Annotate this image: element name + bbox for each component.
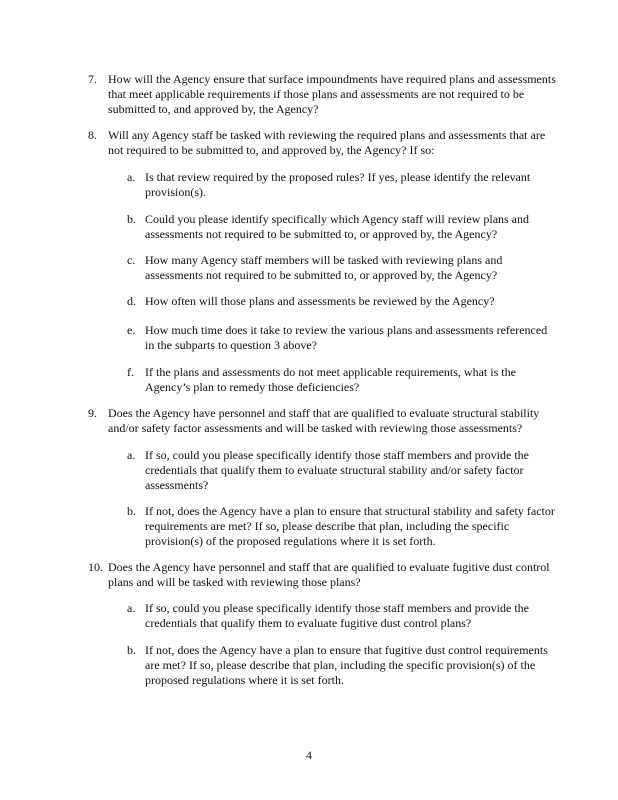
question-9 — [88, 406, 558, 436]
subquestion-text: If not, does the Agency have a plan to ensure that fugitive dust control requirements are met? If so, please describe that plan, including the specific provision(s) of the proposed regulations where it is set forth. — [145, 643, 548, 687]
subquestion-letter: e. — [127, 323, 136, 337]
question-7 — [88, 72, 558, 117]
subquestion-letter: a. — [127, 170, 136, 184]
subquestion-9a — [127, 448, 558, 493]
subquestion-letter: c. — [127, 253, 136, 267]
subquestion-text: Is that review required by the proposed rules? If yes, please identify the relevant provision(s). — [145, 170, 531, 199]
subquestion-text: Could you please identify specifically which Agency staff will review plans and assessments not required to be submitted to, or approved by, the Agency? — [145, 212, 530, 241]
subquestion-text: How much time does it take to review the various plans and assessments referenced in the subparts to question 3 above? — [145, 323, 548, 352]
subquestion-letter: b. — [127, 504, 136, 518]
subquestion-8e — [127, 323, 558, 353]
question-text: Will any Agency staff be tasked with reviewing the required plans and assessments that are not required to be submitted to, and approved by, the Agency? If so: — [108, 128, 546, 157]
subquestion-10a — [127, 601, 558, 631]
subquestion-letter: b. — [127, 212, 136, 226]
subquestion-letter: a. — [127, 601, 136, 615]
question-number: 7. — [88, 72, 97, 86]
subquestion-letter: f. — [127, 365, 134, 379]
subquestion-8f — [127, 365, 558, 395]
question-number: 8. — [88, 128, 97, 142]
subquestion-8a — [127, 170, 558, 200]
question-text: Does the Agency have personnel and staff that are qualified to evaluate fugitive dust control plans and will be tasked with reviewing those plans? — [108, 560, 550, 589]
subquestion-9b — [127, 504, 558, 549]
subquestion-8d — [127, 294, 558, 309]
subquestion-text: If so, could you please specifically identify those staff members and provide the credentials that qualify them to evaluate structural stability and/or safety factor assessments? — [145, 448, 529, 492]
subquestion-text: How many Agency staff members will be tasked with reviewing plans and assessments not required to be submitted to, or approved by, the Agency? — [145, 253, 503, 282]
question-10 — [88, 560, 558, 590]
subquestion-8c — [127, 253, 558, 283]
subquestion-10b — [127, 643, 558, 688]
subquestion-8b — [127, 212, 558, 242]
subquestion-text: If not, does the Agency have a plan to ensure that structural stability and safety factor requirements are met? If so, please describe that plan, including the specific provision(s) of the proposed regulations where it is set forth. — [145, 504, 555, 548]
question-text: Does the Agency have personnel and staff that are qualified to evaluate structural stability and/or safety factor assessments and will be tasked with reviewing those assessments? — [108, 406, 540, 435]
subquestion-letter: d. — [127, 294, 136, 308]
question-text: How will the Agency ensure that surface impoundments have required plans and assessments that meet applicable requirements if those plans and assessments are not required to be submitted to, and approved by, the Agency? — [108, 72, 556, 116]
question-number: 10. — [88, 560, 103, 574]
subquestion-text: If so, could you please specifically identify those staff members and provide the credentials that qualify them to evaluate fugitive dust control plans? — [145, 601, 529, 630]
page-number: 4 — [306, 748, 312, 762]
subquestion-text: How often will those plans and assessments be reviewed by the Agency? — [145, 294, 495, 308]
subquestion-text: If the plans and assessments do not meet applicable requirements, what is the Agency’s plan to remedy those deficiencies? — [145, 365, 516, 394]
subquestion-letter: a. — [127, 448, 136, 462]
subquestion-letter: b. — [127, 643, 136, 657]
question-8 — [88, 128, 558, 158]
question-number: 9. — [88, 406, 97, 420]
